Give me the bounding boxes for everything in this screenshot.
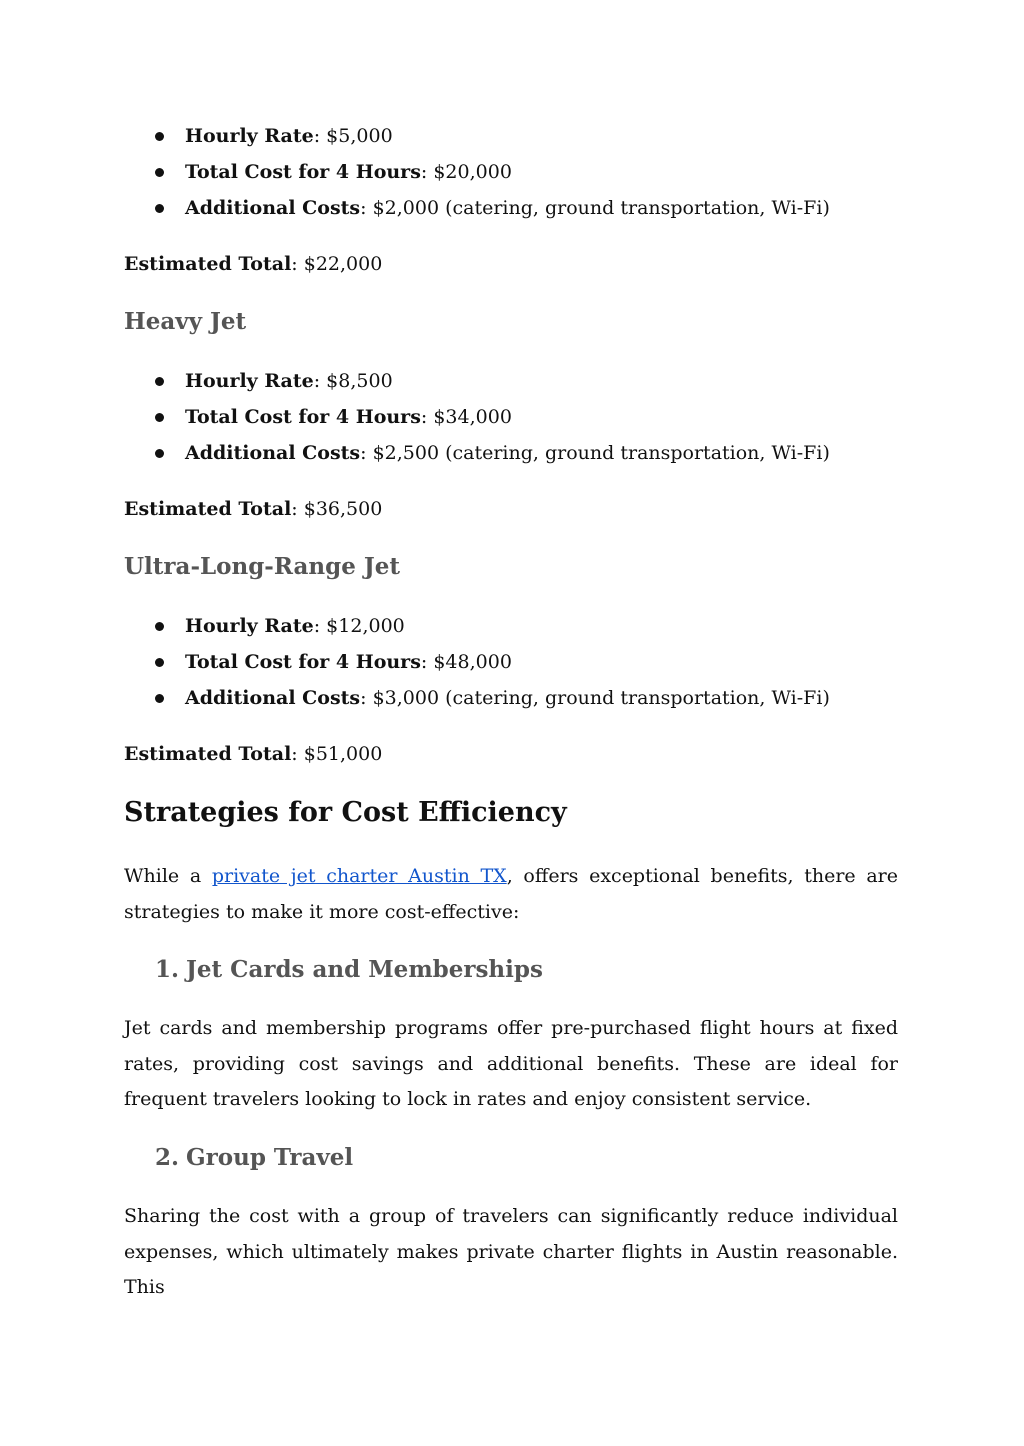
list-item xyxy=(124,442,830,478)
section-heading-ultra-long-range-jet: Ultra-Long-Range Jet xyxy=(124,553,400,580)
item-value: : $20,000 xyxy=(420,161,512,183)
strategy-title: Jet Cards and Memberships xyxy=(186,956,543,983)
strategy-title: Group Travel xyxy=(186,1144,354,1171)
item-label: Additional Costs xyxy=(185,197,361,219)
list-item xyxy=(124,651,830,687)
total-value: : $22,000 xyxy=(291,253,383,275)
item-label: Total Cost for 4 Hours xyxy=(185,161,421,183)
intro-text: While a xyxy=(124,865,212,887)
list-item xyxy=(124,370,830,406)
bullet-icon xyxy=(155,204,164,213)
item-label: Hourly Rate xyxy=(185,615,314,637)
item-value: : $34,000 xyxy=(420,406,512,428)
section-heading-heavy-jet: Heavy Jet xyxy=(124,308,247,335)
strategies-heading: Strategies for Cost Efficiency xyxy=(124,797,567,828)
intro-text: , offers exceptional benefits, there are strategies to make it more cost-effective: xyxy=(124,865,898,923)
total-value: : $36,500 xyxy=(291,498,383,520)
list-item xyxy=(124,197,830,233)
bullet-icon xyxy=(155,694,164,703)
item-label: Total Cost for 4 Hours xyxy=(185,406,421,428)
strategy-body-jet-cards: Jet cards and membership programs offer pre-purchased flight hours at fixed rates, providing cost savings and additional benefits. These are ideal for frequent travelers looking to lock in rates and enjoy consistent service. xyxy=(124,1017,898,1110)
list-item xyxy=(124,406,830,442)
strategies-intro xyxy=(124,859,898,930)
item-label: Hourly Rate xyxy=(185,370,314,392)
item-value: : $12,000 xyxy=(313,615,405,637)
item-value: : $5,000 xyxy=(313,125,393,147)
item-label: Additional Costs xyxy=(185,442,361,464)
strategy-number: 1. xyxy=(155,956,180,983)
charter-link[interactable]: private jet charter Austin TX xyxy=(211,865,507,887)
total-value: : $51,000 xyxy=(291,743,383,765)
item-value: : $3,000 (catering, ground transportation, Wi-Fi) xyxy=(360,687,830,709)
list-item xyxy=(124,125,830,161)
strategy-body-group-travel: Sharing the cost with a group of travelers can significantly reduce individual expenses, which ultimately makes private charter flights in Austin reasonable. This xyxy=(124,1205,898,1298)
total-label: Estimated Total xyxy=(124,253,292,275)
bullet-list-section-1 xyxy=(124,125,830,233)
strategy-heading-group-travel xyxy=(124,1145,353,1171)
item-label: Additional Costs xyxy=(185,687,361,709)
estimated-total xyxy=(124,498,382,520)
estimated-total xyxy=(124,253,382,275)
list-item xyxy=(124,615,830,651)
list-item xyxy=(124,161,830,197)
item-value: : $2,500 (catering, ground transportation, Wi-Fi) xyxy=(360,442,830,464)
strategy-heading-jet-cards xyxy=(124,957,543,983)
item-value: : $8,500 xyxy=(313,370,393,392)
bullet-icon xyxy=(155,132,164,141)
item-value: : $48,000 xyxy=(420,651,512,673)
bullet-icon xyxy=(155,168,164,177)
bullet-list-heavy-jet xyxy=(124,370,830,478)
bullet-list-ultra-long-range-jet xyxy=(124,615,830,723)
item-label: Total Cost for 4 Hours xyxy=(185,651,421,673)
bullet-icon xyxy=(155,658,164,667)
total-label: Estimated Total xyxy=(124,743,292,765)
estimated-total xyxy=(124,743,382,765)
bullet-icon xyxy=(155,413,164,422)
list-item xyxy=(124,687,830,723)
item-value: : $2,000 (catering, ground transportation, Wi-Fi) xyxy=(360,197,830,219)
strategy-number: 2. xyxy=(155,1144,180,1171)
bullet-icon xyxy=(155,449,164,458)
total-label: Estimated Total xyxy=(124,498,292,520)
bullet-icon xyxy=(155,622,164,631)
item-label: Hourly Rate xyxy=(185,125,314,147)
bullet-icon xyxy=(155,377,164,386)
